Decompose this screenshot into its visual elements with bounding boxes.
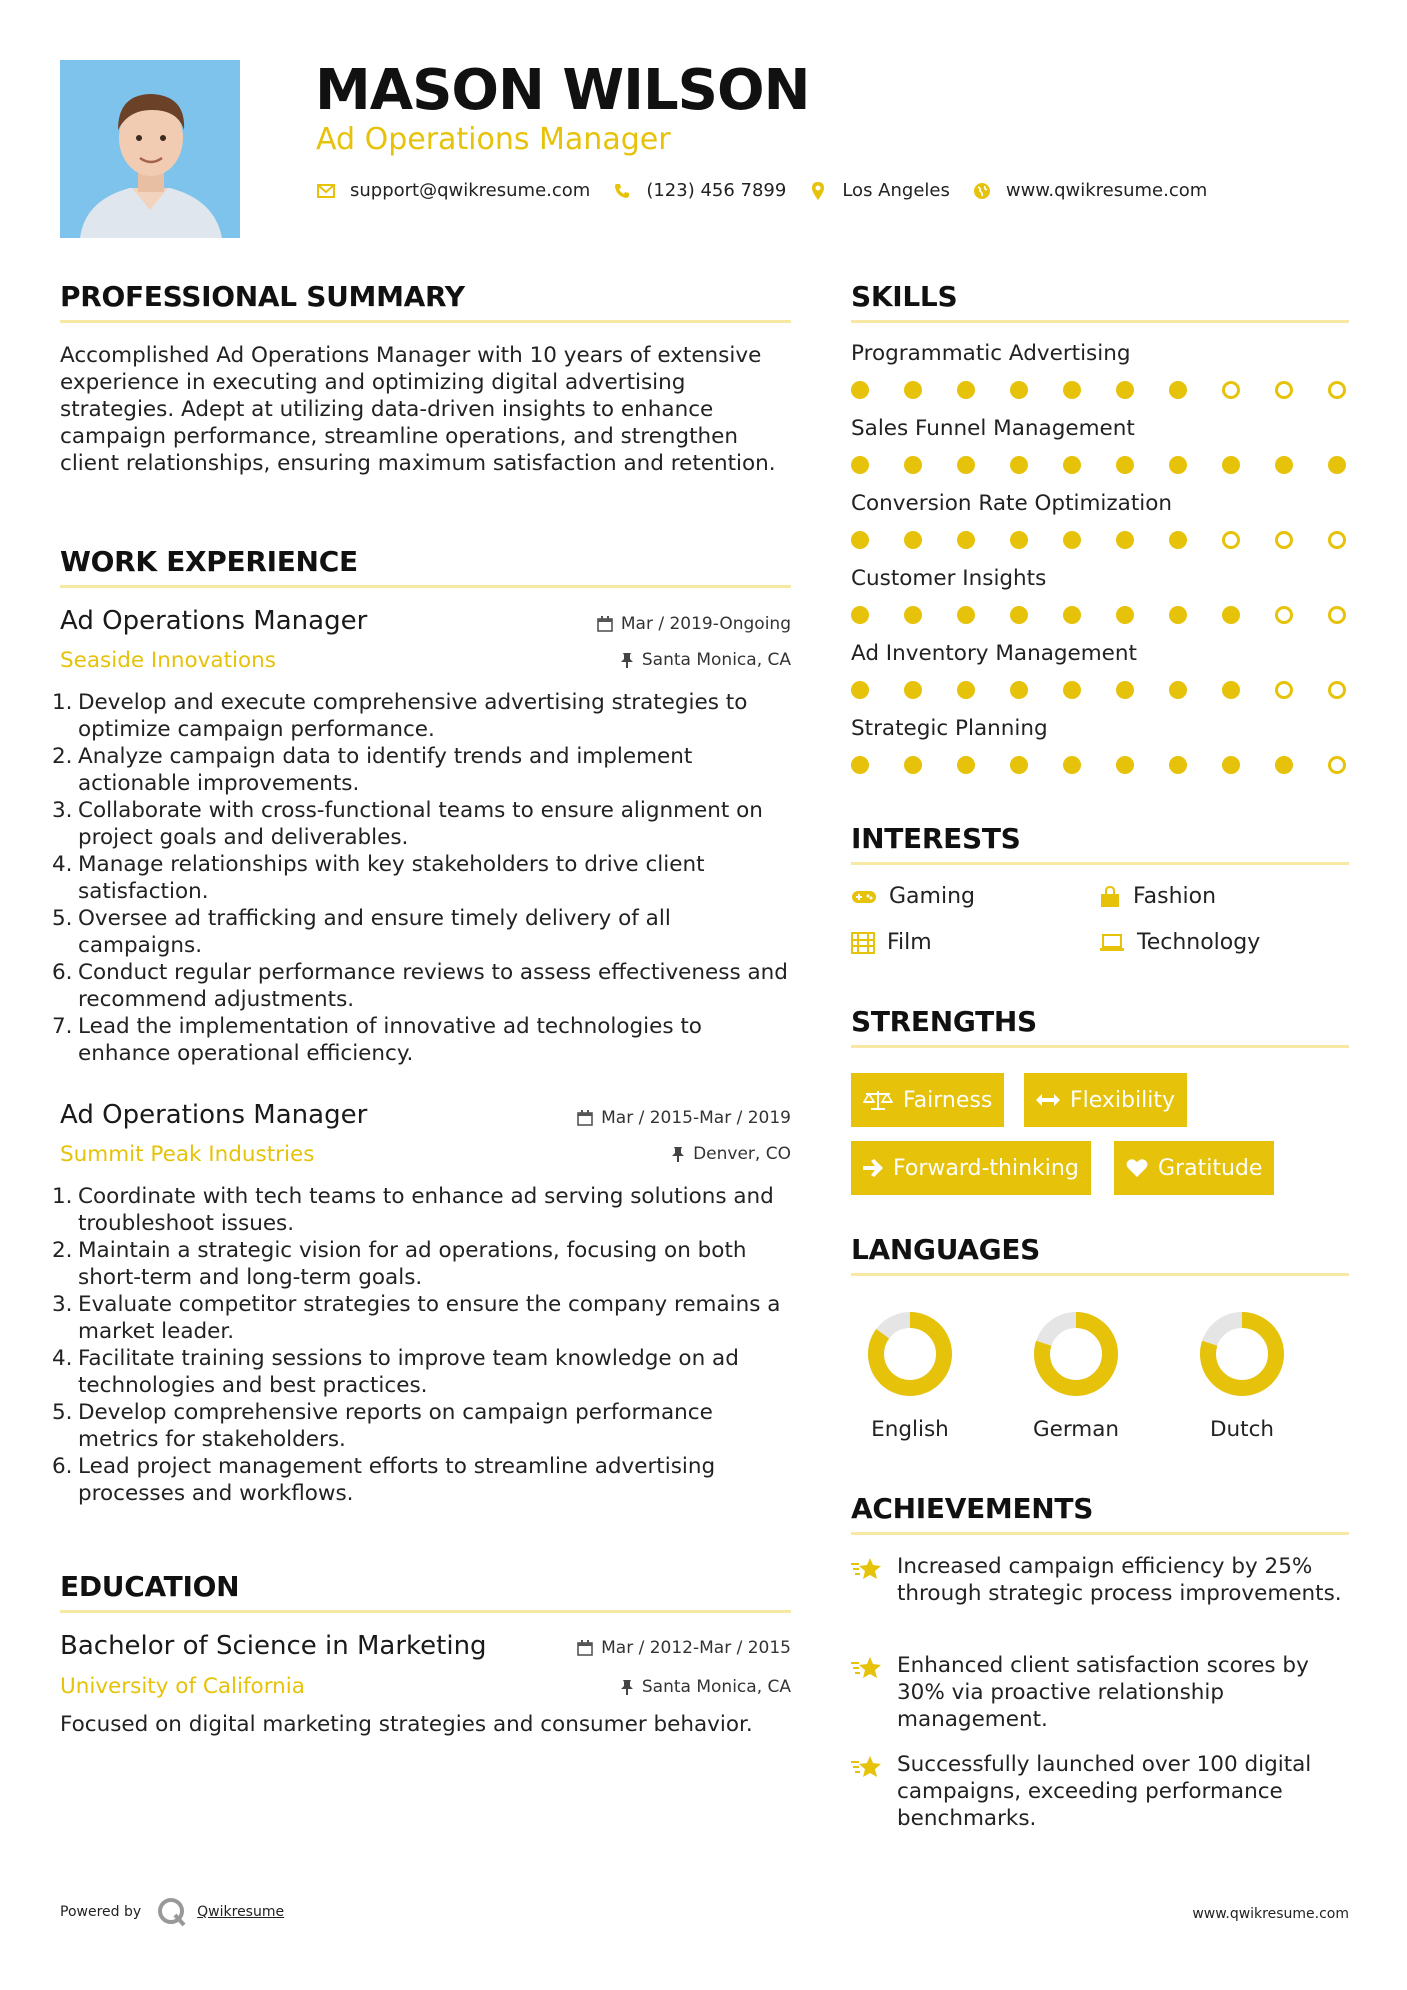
summary-heading: PROFESSIONAL SUMMARY xyxy=(60,280,465,313)
candidate-title: Ad Operations Manager xyxy=(316,122,671,157)
balance-scale-icon xyxy=(863,1089,893,1111)
job-location: Denver, CO xyxy=(671,1144,791,1164)
rating-dot-filled xyxy=(1222,606,1240,624)
interest-fashion: Fashion xyxy=(1099,884,1216,909)
skill-rating xyxy=(851,606,1351,626)
heart-icon xyxy=(1126,1158,1148,1178)
rating-dot-filled xyxy=(1063,756,1081,774)
education-heading: EDUCATION xyxy=(60,1570,240,1603)
contact-bar xyxy=(316,180,1229,201)
interest-technology: Technology xyxy=(1099,930,1260,955)
achievement-item xyxy=(851,1652,1351,1733)
map-pin-icon xyxy=(808,181,828,201)
achievement-item xyxy=(851,1553,1351,1607)
rating-dot-empty xyxy=(1222,531,1240,549)
rating-dot-filled xyxy=(851,456,869,474)
rating-dot-filled xyxy=(957,531,975,549)
interests-heading: INTERESTS xyxy=(851,822,1021,855)
rating-dot-empty xyxy=(1222,381,1240,399)
rating-dot-filled xyxy=(1116,531,1134,549)
rating-dot-filled xyxy=(957,681,975,699)
skill-name: Strategic Planning xyxy=(851,716,1048,741)
rating-dot-filled xyxy=(1222,456,1240,474)
edu-dates-wrap xyxy=(500,1638,791,1662)
job-bullet-item: 6. Conduct regular performance reviews to assess effectiveness and recommend adjustments. xyxy=(52,960,788,1012)
rating-dot-filled xyxy=(904,531,922,549)
job-location: Santa Monica, CA xyxy=(620,650,791,670)
rating-dot-filled xyxy=(1275,756,1293,774)
skill-rating xyxy=(851,681,1351,701)
achievement-text: Increased campaign efficiency by 25% through strategic process improvements. xyxy=(897,1554,1342,1606)
job-bullet-item: 2. Analyze campaign data to identify trends and implement actionable improvements. xyxy=(52,744,693,796)
strength-tag-gratitude: Gratitude xyxy=(1114,1141,1274,1195)
contact-phone[interactable] xyxy=(612,180,786,201)
job-dates-wrap xyxy=(500,614,791,638)
company-name: Seaside Innovations xyxy=(60,648,276,673)
rating-dot-empty xyxy=(1328,606,1346,624)
rating-dot-filled xyxy=(851,681,869,699)
job-title: Ad Operations Manager xyxy=(60,606,368,636)
achievement-text: Enhanced client satisfaction scores by 30% via proactive relationship management. xyxy=(897,1653,1309,1732)
rating-dot-filled xyxy=(904,456,922,474)
strengths-heading: STRENGTHS xyxy=(851,1005,1037,1038)
skills-heading: SKILLS xyxy=(851,280,958,313)
phone-text: (123) 456 7899 xyxy=(646,180,787,201)
job-bullet-item: 4. Facilitate training sessions to improve team knowledge on ad technologies and best practices. xyxy=(52,1346,739,1398)
rating-dot-filled xyxy=(1063,531,1081,549)
summary-text: Accomplished Ad Operations Manager with 10 years of extensive experience in executing and optimizing digital advertising strategies. Adept at utilizing data-driven insights to enhance campaign performance, streamline operations, and strengthen client relationships, ensuring maximum satisfaction and retention. xyxy=(60,343,776,476)
rating-dot-filled xyxy=(1010,756,1028,774)
star-badge-icon xyxy=(851,1751,897,1832)
language-name: German xyxy=(1032,1417,1120,1442)
skill-rating xyxy=(851,456,1351,476)
rating-dot-empty xyxy=(1328,756,1346,774)
interest-film: Film xyxy=(851,930,932,955)
rating-dot-filled xyxy=(1169,531,1187,549)
rating-dot-filled xyxy=(851,531,869,549)
arrow-right-icon xyxy=(863,1159,883,1177)
rating-dot-filled xyxy=(904,606,922,624)
language-proficiency-donut xyxy=(865,1309,955,1399)
rating-dot-filled xyxy=(904,756,922,774)
rating-dot-filled xyxy=(1328,456,1346,474)
rating-dot-filled xyxy=(1116,456,1134,474)
globe-icon xyxy=(972,181,992,201)
skill-name: Ad Inventory Management xyxy=(851,641,1137,666)
rating-dot-filled xyxy=(1222,681,1240,699)
qwikresume-link[interactable]: Qwikresume xyxy=(197,1904,285,1920)
gamepad-icon xyxy=(851,889,877,905)
achievements-divider xyxy=(851,1532,1349,1535)
language-item xyxy=(1177,1309,1307,1442)
education-description: Focused on digital marketing strategies and consumer behavior. xyxy=(60,1712,753,1737)
skill-rating xyxy=(851,756,1351,776)
rating-dot-filled xyxy=(1063,681,1081,699)
job-dates: Mar / 2015-Mar / 2019 xyxy=(577,1108,791,1128)
rating-dot-filled xyxy=(904,381,922,399)
rating-dot-empty xyxy=(1275,606,1293,624)
job-bullet-item: 3. Evaluate competitor strategies to ensure the company remains a market leader. xyxy=(52,1292,781,1344)
job-bullet-item: 2. Maintain a strategic vision for ad operations, focusing on both short-term and long-term goals. xyxy=(52,1238,747,1290)
rating-dot-filled xyxy=(957,381,975,399)
job-bullet-item: 7. Lead the implementation of innovative ad technologies to enhance operational efficiency. xyxy=(52,1014,702,1066)
rating-dot-empty xyxy=(1328,381,1346,399)
pushpin-icon xyxy=(671,1146,685,1162)
edu-location: Santa Monica, CA xyxy=(620,1677,791,1697)
skill-name: Sales Funnel Management xyxy=(851,416,1135,441)
calendar-icon xyxy=(597,616,613,632)
job-location-wrap xyxy=(500,1144,791,1168)
job-dates-wrap xyxy=(500,1108,791,1132)
job-bullet-item: 4. Manage relationships with key stakeholders to drive client satisfaction. xyxy=(52,852,705,904)
footer-website[interactable]: www.qwikresume.com xyxy=(1192,1906,1349,1922)
rating-dot-filled xyxy=(1169,381,1187,399)
pushpin-icon xyxy=(620,1679,634,1695)
rating-dot-empty xyxy=(1275,531,1293,549)
rating-dot-filled xyxy=(1169,606,1187,624)
strength-tag-forward-thinking: Forward-thinking xyxy=(851,1141,1091,1195)
school-name: University of California xyxy=(60,1674,305,1699)
edu-location-wrap xyxy=(500,1677,791,1701)
calendar-icon xyxy=(577,1110,593,1126)
rating-dot-filled xyxy=(1169,456,1187,474)
skills-divider xyxy=(851,320,1349,323)
language-item xyxy=(1011,1309,1141,1442)
job-bullet-list xyxy=(52,1183,797,1507)
rating-dot-filled xyxy=(1116,606,1134,624)
language-proficiency-donut xyxy=(1031,1309,1121,1399)
work-heading: WORK EXPERIENCE xyxy=(60,545,358,578)
rating-dot-filled xyxy=(1063,381,1081,399)
rating-dot-filled xyxy=(1275,456,1293,474)
calendar-icon xyxy=(577,1640,593,1656)
location-text: Los Angeles xyxy=(842,180,950,201)
rating-dot-filled xyxy=(1169,756,1187,774)
rating-dot-filled xyxy=(957,756,975,774)
rating-dot-filled xyxy=(851,756,869,774)
pushpin-icon xyxy=(620,652,634,668)
job-bullet-item: 6. Lead project management efforts to streamline advertising processes and workflows. xyxy=(52,1454,716,1506)
job-bullet-list xyxy=(52,689,797,1067)
skill-name: Customer Insights xyxy=(851,566,1047,591)
rating-dot-filled xyxy=(1010,381,1028,399)
arrows-horizontal-icon xyxy=(1036,1093,1060,1107)
rating-dot-filled xyxy=(957,606,975,624)
job-location-wrap xyxy=(500,650,791,674)
rating-dot-filled xyxy=(1010,681,1028,699)
rating-dot-filled xyxy=(1063,606,1081,624)
rating-dot-filled xyxy=(1010,606,1028,624)
education-divider xyxy=(60,1610,791,1613)
work-divider xyxy=(60,585,791,588)
phone-icon xyxy=(612,181,632,201)
skill-name: Conversion Rate Optimization xyxy=(851,491,1173,516)
language-name: Dutch xyxy=(1209,1417,1275,1442)
rating-dot-filled xyxy=(1116,681,1134,699)
rating-dot-filled xyxy=(1169,681,1187,699)
rating-dot-filled xyxy=(1010,531,1028,549)
strength-tag-fairness: Fairness xyxy=(851,1073,1004,1127)
interests-divider xyxy=(851,862,1349,865)
strength-tag-flexibility: Flexibility xyxy=(1024,1073,1187,1127)
contact-location xyxy=(808,180,950,201)
rating-dot-filled xyxy=(904,681,922,699)
rating-dot-filled xyxy=(1063,456,1081,474)
edu-dates: Mar / 2012-Mar / 2015 xyxy=(577,1638,791,1658)
interest-gaming: Gaming xyxy=(851,884,975,909)
languages-heading: LANGUAGES xyxy=(851,1233,1041,1266)
skill-rating xyxy=(851,381,1351,401)
job-bullet-item: 5. Oversee ad trafficking and ensure timely delivery of all campaigns. xyxy=(52,906,671,958)
skill-name: Programmatic Advertising xyxy=(851,341,1131,366)
star-badge-icon xyxy=(851,1553,897,1607)
job-title: Ad Operations Manager xyxy=(60,1100,368,1130)
strengths-divider xyxy=(851,1045,1349,1048)
star-badge-icon xyxy=(851,1652,897,1733)
rating-dot-filled xyxy=(851,606,869,624)
skill-rating xyxy=(851,531,1351,551)
footer-powered-by: Powered by Qwikresume xyxy=(60,1897,284,1927)
achievements-heading: ACHIEVEMENTS xyxy=(851,1492,1094,1525)
rating-dot-empty xyxy=(1328,681,1346,699)
languages-divider xyxy=(851,1273,1349,1276)
achievement-item xyxy=(851,1751,1351,1832)
job-bullet-item: 5. Develop comprehensive reports on campaign performance metrics for stakeholders. xyxy=(52,1400,713,1452)
job-bullet-item: 3. Collaborate with cross-functional teams to ensure alignment on project goals and deliverables. xyxy=(52,798,763,850)
rating-dot-empty xyxy=(1328,531,1346,549)
rating-dot-empty xyxy=(1275,381,1293,399)
language-proficiency-donut xyxy=(1197,1309,1287,1399)
shopping-bag-icon xyxy=(1099,886,1121,908)
candidate-name: MASON WILSON xyxy=(315,58,810,123)
rating-dot-filled xyxy=(1010,456,1028,474)
rating-dot-filled xyxy=(1116,381,1134,399)
summary-divider xyxy=(60,320,791,323)
job-bullet-item: 1. Develop and execute comprehensive advertising strategies to optimize campaign performance. xyxy=(52,690,748,742)
rating-dot-empty xyxy=(1275,681,1293,699)
film-icon xyxy=(851,932,875,954)
language-item xyxy=(845,1309,975,1442)
qwikresume-logo-icon xyxy=(157,1897,187,1927)
contact-website[interactable] xyxy=(972,180,1207,201)
email-text: support@qwikresume.com xyxy=(350,180,591,201)
achievement-text: Successfully launched over 100 digital campaigns, exceeding performance benchmarks. xyxy=(897,1752,1312,1831)
rating-dot-filled xyxy=(1222,756,1240,774)
job-bullet-item: 1. Coordinate with tech teams to enhance ad serving solutions and troubleshoot issues. xyxy=(52,1184,774,1236)
laptop-icon xyxy=(1099,933,1125,953)
rating-dot-filled xyxy=(1116,756,1134,774)
degree-title: Bachelor of Science in Marketing xyxy=(60,1631,487,1661)
profile-photo xyxy=(60,60,240,238)
job-dates: Mar / 2019-Ongoing xyxy=(597,614,791,634)
rating-dot-filled xyxy=(957,456,975,474)
website-text: www.qwikresume.com xyxy=(1005,180,1208,201)
company-name: Summit Peak Industries xyxy=(60,1142,315,1167)
contact-email[interactable] xyxy=(316,180,590,201)
envelope-icon xyxy=(316,181,336,201)
rating-dot-filled xyxy=(851,381,869,399)
language-name: English xyxy=(871,1417,949,1442)
